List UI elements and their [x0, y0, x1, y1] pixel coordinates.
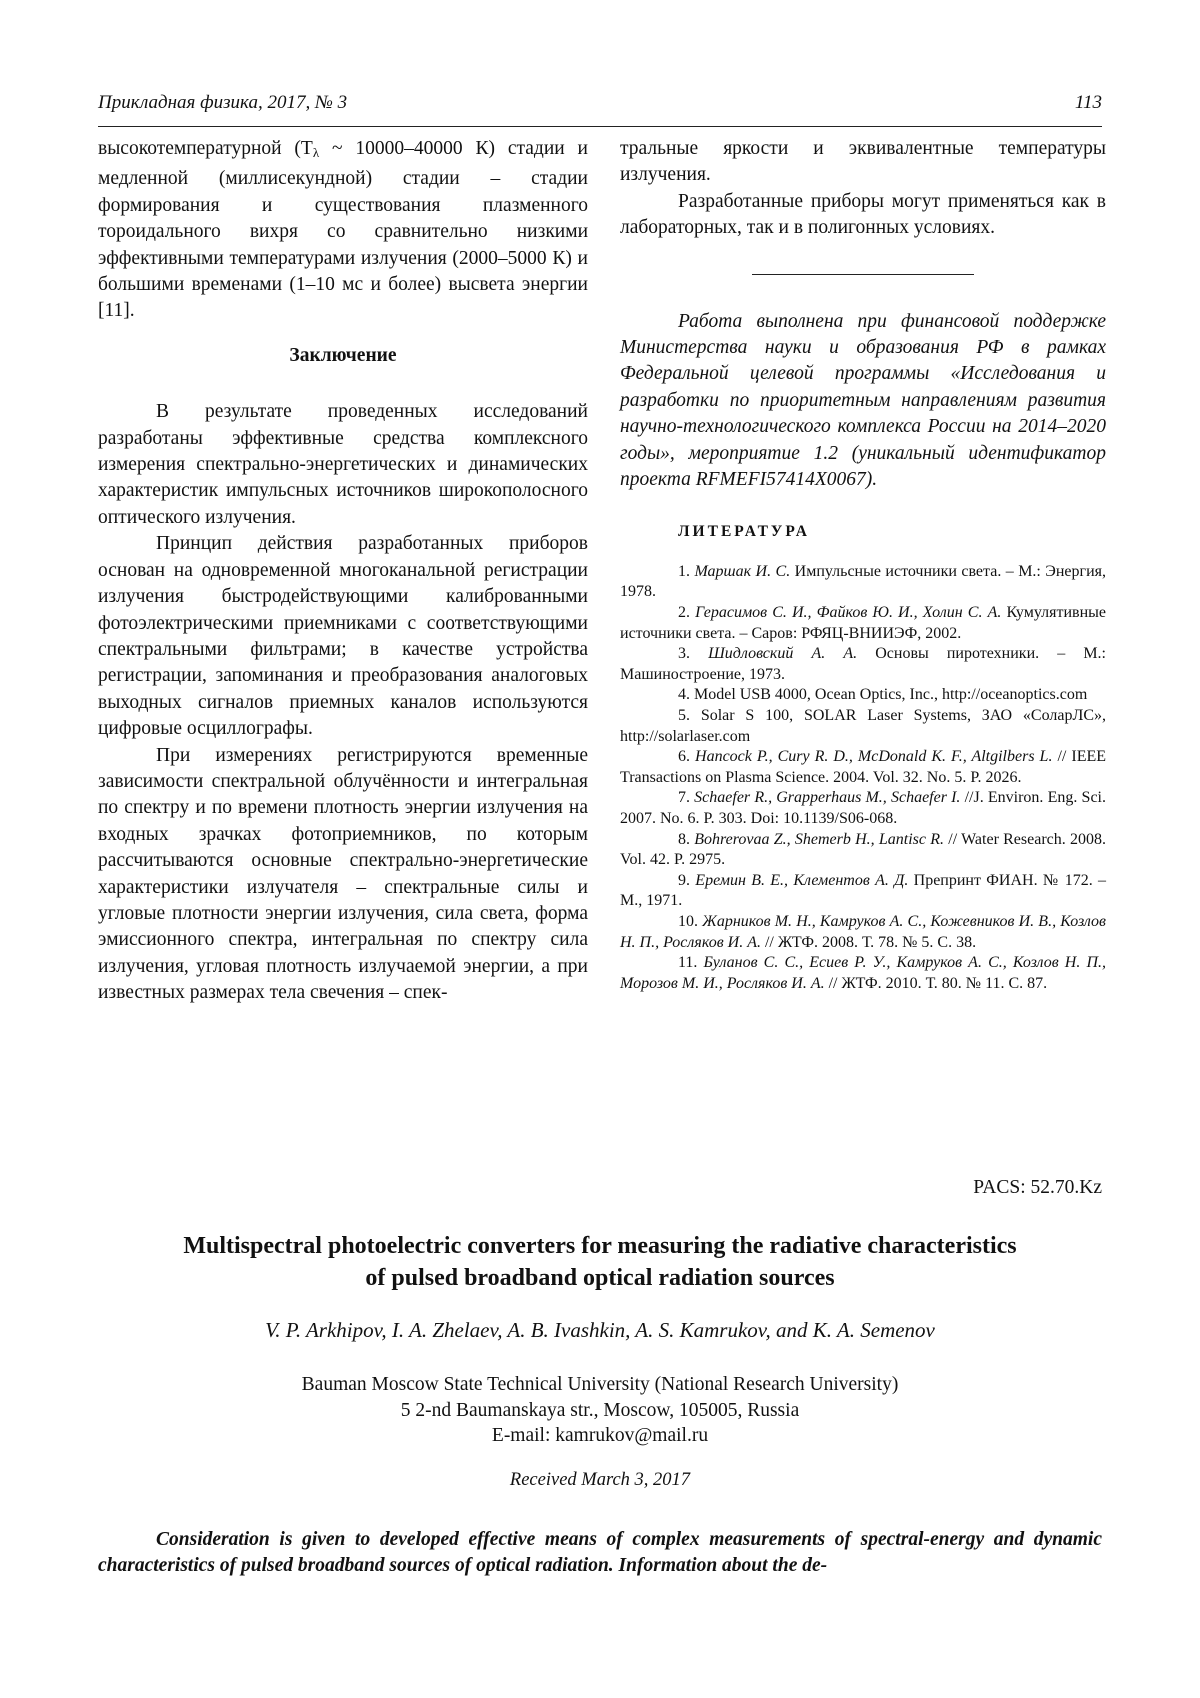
reference-item	[620, 747, 1106, 788]
text-run: высокотемпературной (T	[98, 138, 313, 159]
reference-number: 9.	[678, 871, 696, 889]
subscript-lambda: λ	[312, 145, 320, 160]
literature-title: ЛИТЕРАТУРА	[678, 523, 810, 541]
reference-text: Solar S 100, SOLAR Laser Systems, ЗАО «СоларЛС», http://solarlaser.com	[620, 707, 1106, 745]
reference-authors: Маршак И. С.	[694, 562, 791, 580]
reference-text: // IEEE Transactions on Plasma Science. 2004. Vol. 32. No. 5. P. 2026.	[620, 748, 1107, 786]
reference-authors: Герасимов С. И., Файков Ю. И., Холин С. А.	[695, 604, 1002, 622]
received-date: Received March 3, 2017	[509, 1470, 691, 1490]
reference-text: //J. Environ. Eng. Sci. 2007. No. 6. P. 303. Doi: 10.1139/S06-068.	[620, 789, 1106, 827]
reference-number: 4.	[678, 686, 694, 704]
reference-text: // ЖТФ. 2008. Т. 78. № 5. С. 38.	[760, 933, 977, 951]
reference-text: Препринт ФИАН. № 172. – М., 1971.	[620, 871, 1107, 910]
reference-text: // ЖТФ. 2010. Т. 80. № 11. С. 87.	[824, 974, 1048, 992]
reference-list	[620, 562, 1106, 994]
reference-item	[620, 830, 1106, 871]
english-authors: V. P. Arkhipov, I. A. Zhelaev, A. B. Ivashkin, A. S. Kamrukov, and K. A. Semenov	[265, 1318, 935, 1342]
paragraph: При измерениях регистрируются временные зависимости спектральной облучённости и интегральная по спектру и по времени плотность энергии излучения на входных зрачках фотоприемников, по которым рассчитываются основные спектрально-энергетические характеристики излучателя – спектральные силы и угловые плотности энергии излучения, сила света, форма эмиссионного спектра, интегральная по спектру сила излучения, угловая плотность излучаемой энергии, а при известных размерах тела свечения – спек-	[98, 744, 588, 1004]
left-column	[98, 136, 588, 1007]
reference-item	[620, 562, 1106, 603]
reference-authors: Schaefer R., Grapperhaus M., Schaefer I.	[694, 789, 961, 807]
reference-item	[620, 953, 1106, 994]
email-line: E-mail: kamrukov@mail.ru	[491, 1425, 709, 1446]
pacs-code: PACS: 52.70.Kz	[973, 1177, 1102, 1198]
reference-text: Основы пиротехники. – М.: Машиностроение, 1973.	[620, 645, 1107, 683]
affiliation-line: Bauman Moscow State Technical University (National Research University)	[301, 1374, 899, 1395]
page-number: 113	[1074, 92, 1102, 113]
reference-authors: Еремин В. Е., Клементов А. Д.	[695, 871, 909, 889]
reference-item	[620, 706, 1106, 747]
reference-text: // Water Research. 2008. Vol. 42. P. 2975.	[620, 830, 1107, 869]
reference-number: 2.	[678, 604, 696, 622]
reference-authors: Буланов С. С., Есиев Р. У., Камруков А. С., Козлов Н. П., Морозов М. И., Росляков И. А.	[620, 954, 1107, 992]
english-title	[98, 1230, 1102, 1294]
running-head	[98, 92, 1102, 127]
reference-item	[620, 685, 1106, 706]
reference-authors: Шидловский А. А.	[708, 645, 858, 663]
reference-authors: Bohrerovaa Z., Shemerb H., Lantisc R.	[694, 830, 945, 848]
text-run: ~ 10000–40000 К) стадии и медленной (миллисекундной) стадии – стадии формирования и существования плазменного тороидального вихря со сравнительно низкими эффективными температурами излучения (2000–5000 К) и большими временами (1–10 мс и более) высвета энергии [11].	[98, 138, 588, 322]
reference-number: 6.	[678, 748, 696, 766]
reference-text: Импульсные источники света. – М.: Энергия, 1978.	[620, 562, 1107, 601]
reference-number: 1.	[678, 562, 695, 580]
reference-number: 7.	[678, 789, 695, 807]
reference-number: 10.	[678, 912, 703, 930]
reference-authors: Hancock P., Cury R. D., McDonald K. F., Altgilbers L.	[695, 748, 1053, 766]
paragraph: Принцип действия разработанных приборов основан на одновременной многоканальной регистрации излучения быстродействующими калиброванными фотоэлектрическими приемниками с соответствующими спектральными фильтрами; в качестве устройства регистрации, запоминания и преобразования аналоговых выходных сигналов приемных каналов используются цифровые осциллографы.	[98, 533, 588, 740]
footnote-separator	[752, 274, 974, 275]
reference-item	[620, 871, 1106, 912]
acknowledgement: Работа выполнена при финансовой поддержке Министерства науки и образования РФ в рамках Федеральной целевой программы «Исследования и разработки по приоритетным направлениям развития научно-технологического комплекса России на 2014–2020 годы», мероприятие 1.2 (уникальный идентификатор проекта RFMEFI57414X0067).	[620, 310, 1106, 491]
paragraph-continuation: тральные яркости и эквивалентные температуры излучения.	[620, 138, 1106, 186]
affiliation	[98, 1372, 1102, 1449]
paragraph-continuation	[98, 136, 588, 325]
reference-item	[620, 912, 1106, 953]
reference-number: 3.	[678, 645, 709, 663]
journal-citation: Прикладная физика, 2017, № 3	[98, 92, 348, 113]
address-line: 5 2-nd Baumanskaya str., Moscow, 105005, Russia	[400, 1399, 800, 1421]
paragraph: В результате проведенных исследований разработаны эффективные средства комплексного измерения спектрально-энергетических и динамических характеристик импульсных источников широкополосного оптического излучения.	[98, 401, 588, 528]
reference-authors: Жарников М. Н., Камруков А. С., Кожевников И. В., Козлов Н. П., Росляков И. А.	[620, 912, 1106, 951]
paragraph: Разработанные приборы могут применяться как в лабораторных, так и в полигонных условиях.	[620, 190, 1106, 239]
reference-item	[620, 603, 1106, 644]
reference-number: 5.	[678, 707, 701, 725]
title-line: of pulsed broadband optical radiation sources	[365, 1265, 835, 1291]
right-column	[620, 136, 1106, 994]
reference-text: Кумулятивные источники света. – Саров: РФЯЦ-ВНИИЭФ, 2002.	[620, 604, 1106, 642]
reference-item	[620, 644, 1106, 685]
title-line: Multispectral photoelectric converters for measuring the radiative characteristics	[183, 1233, 1017, 1259]
reference-number: 8.	[678, 830, 695, 848]
reference-number: 11.	[678, 954, 704, 972]
reference-item	[620, 788, 1106, 829]
reference-text: Model USB 4000, Ocean Optics, Inc., http://oceanoptics.com	[694, 686, 1088, 704]
section-title-conclusion: Заключение	[289, 344, 397, 366]
abstract: Consideration is given to developed effective means of complex measurements of spectral-energy and dynamic characteristics of pulsed broadband sources of optical radiation. Information about the de-	[98, 1529, 1102, 1576]
